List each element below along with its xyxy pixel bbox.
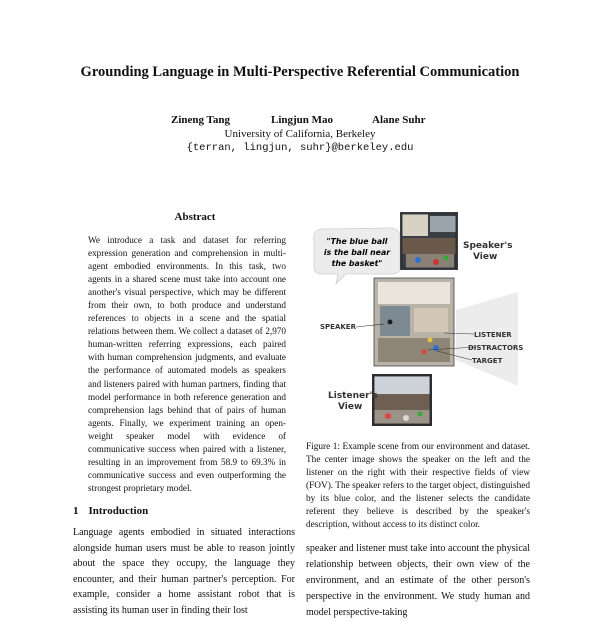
listener-view-image bbox=[372, 374, 432, 426]
bubble-text-line: the basket" bbox=[331, 259, 383, 268]
figure-caption: Figure 1: Example scene from our environment and dataset. The center image shows the speaker on the left and the listener on the right with their respective fields of view (FOV). The speaker refers to the target object, distinguished by its blue color, and the listener selects the candidate referent they believe is described by the speaker's description, without access to its distinct color. bbox=[306, 442, 530, 530]
bubble-text-line: is the ball near bbox=[323, 248, 391, 257]
paper-title: Grounding Language in Multi-Perspective Referential Communication bbox=[80, 64, 520, 80]
center-scene-image bbox=[374, 278, 454, 366]
speaker-label: SPEAKER bbox=[320, 323, 356, 331]
speaker-view-label: Speaker's bbox=[463, 241, 513, 251]
section-title: Introduction bbox=[88, 505, 149, 517]
listener-view-label: Listener's bbox=[328, 391, 378, 401]
speech-bubble bbox=[314, 228, 400, 284]
author-name: Zineng Tang bbox=[171, 114, 231, 126]
affiliation: University of California, Berkeley bbox=[224, 128, 376, 140]
body-text-right-column: speaker and listener must take into account the physical relationship between objects, their own view of the environment, and an estimate of the other person's perspective in the environment. We study human and model perspective-taking bbox=[306, 543, 530, 618]
abstract-text: We introduce a task and dataset for referring expression generation and comprehension in multi-agent embodied environments. In this task, two agents in a shared scene must take into account one another's visual perspective, which may be different from their own, to both produce and understand references to objects in a scene and the spatial relations between them. We collect a dataset of 2,970 human-written referring expressions, each paired with human comprehension judgments, and evaluate the performance of automated models as speakers and listeners paired with human partners, finding that model performance in both reference generation and comprehension lags behind that of pairs of human agents. Finally, we experiment training an open-weight speaker model with evidence of communicative success when paired with a listener, resulting in an improvement from 58.9 to 69.3% in communicative success and even outperforming the strongest proprietary model. bbox=[88, 235, 286, 493]
author-emails: {terran, lingjun, suhr}@berkeley.edu bbox=[186, 142, 414, 154]
figure-1 bbox=[306, 210, 530, 436]
author-name: Lingjun Mao bbox=[271, 114, 334, 126]
section-heading-introduction bbox=[73, 505, 148, 517]
bubble-text-line: "The blue ball bbox=[326, 237, 388, 246]
introduction-text: Language agents embodied in situated interactions alongside human users must be able to reason jointly about the space they occupy, the language they encounter, and their human partner's perception. For example, consider a home assistant robot that is assisting its human user in finding their lost bbox=[73, 527, 295, 616]
author-name: Alane Suhr bbox=[372, 114, 426, 126]
section-number: 1 bbox=[73, 505, 79, 517]
target-label: TARGET bbox=[472, 357, 503, 365]
speaker-view-image bbox=[400, 212, 458, 270]
listener-label: LISTENER bbox=[474, 331, 512, 339]
figure-illustration bbox=[306, 210, 530, 436]
listener-view-label: View bbox=[338, 402, 363, 412]
distractors-label: DISTRACTORS bbox=[468, 344, 524, 352]
abstract-heading: Abstract bbox=[174, 211, 216, 223]
speaker-view-label: View bbox=[473, 252, 498, 262]
